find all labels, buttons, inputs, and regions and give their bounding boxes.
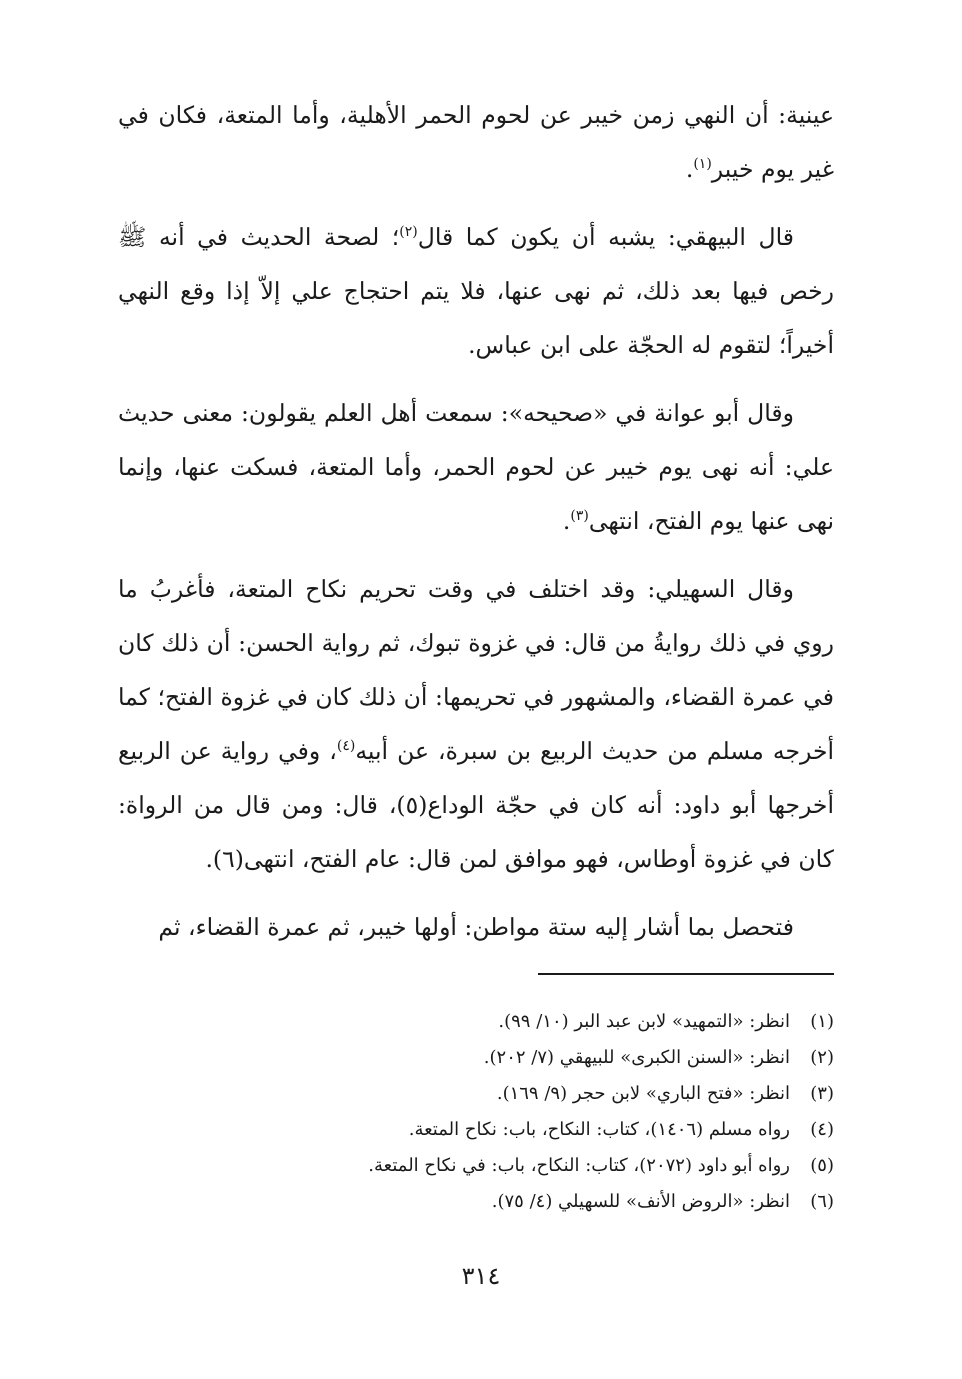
footnote [134,1040,834,1076]
footnote-ref: (٤) [336,738,356,755]
footnote-separator [538,973,834,975]
paragraph-tail: . [685,155,694,183]
paragraph [118,386,834,548]
paragraph [118,210,834,372]
footnote-number: (٢) [810,1047,834,1068]
footnote-number: (٦) [810,1191,834,1212]
paragraph-text: فتحصل بما أشار إليه ستة مواطن: أولها خيبر، ثم عمرة القضاء، ثم [158,913,794,941]
footnotes-list [134,1004,834,1220]
paragraph [118,88,834,196]
footnote-text: انظر: «فتح الباري» لابن حجر (٩/ ١٦٩). [496,1083,790,1104]
footnote-ref: (٣) [570,508,589,525]
paragraph-tail: ؛ لصحة الحديث في أنه ﷺ رخص فيها بعد ذلك، ثم نهى عنها، فلا يتم احتجاج علي إلاّ إذا وقع النهي أخيراً؛ لتقوم له الحجّة على ابن عباس. [118,223,834,359]
paragraph [118,562,834,886]
footnote-ref: (١) [693,156,712,173]
footnote [134,1004,834,1040]
footnote-text: رواه مسلم (١٤٠٦)، كتاب: النكاح، باب: نكاح المتعة. [408,1119,790,1140]
paragraph-text: وقال أبو عوانة في «صحيحه»: سمعت أهل العلم يقولون: معنى حديث علي: أنه نهى يوم خيبر عن لحوم الحمر، وأما المتعة، فسكت عنها، وإنما نهى عنها يوم الفتح، انتهى [118,399,834,535]
page-body [118,88,834,968]
paragraph-text: عينية: أن النهي زمن خيبر عن لحوم الحمر الأهلية، وأما المتعة، فكان في غير يوم خيبر [118,101,834,183]
footnote [134,1112,834,1148]
footnote-text: انظر: «التمهيد» لابن عبد البر (١٠/ ٩٩). [498,1011,790,1032]
footnote-number: (١) [810,1011,834,1032]
footnote-number: (٥) [810,1155,834,1176]
footnote-number: (٤) [810,1119,834,1140]
footnote [134,1076,834,1112]
paragraph-tail: ، وفي رواية عن الربيع أخرجها أبو داود: أنه كان في حجّة الوداع(٥)، قال: ومن قال من الرواة: كان في غزوة أوطاس، فهو موافق لمن قال: عام الفتح، انتهى(٦). [118,737,834,873]
paragraph-text: وقال السهيلي: وقد اختلف في وقت تحريم نكاح المتعة، فأغربُ ما روي في ذلك روايةُ من قال: في غزوة تبوك، ثم رواية الحسن: أن ذلك كان في عمرة القضاء، والمشهور في تحريمها: أن ذلك كان في غزوة الفتح؛ كما أخرجه مسلم من حديث الربيع بن سبرة، عن أبيه [118,575,834,765]
footnote-text: رواه أبو داود (٢٠٧٢)، كتاب: النكاح، باب: في نكاح المتعة. [368,1155,790,1176]
paragraph [118,900,834,954]
footnote-number: (٣) [810,1083,834,1104]
page-number: ٣١٤ [461,1262,501,1290]
footnote-ref: (٢) [399,224,418,241]
footnote [134,1148,834,1184]
footnote-text: انظر: «السنن الكبرى» للبيهقي (٧/ ٢٠٢). [483,1047,790,1068]
paragraph-text: قال البيهقي: يشبه أن يكون كما قال [417,223,794,251]
paragraph-tail: . [562,507,571,535]
footnote [134,1184,834,1220]
footnote-text: انظر: «الروض الأنف» للسهيلي (٤/ ٧٥). [491,1191,790,1212]
